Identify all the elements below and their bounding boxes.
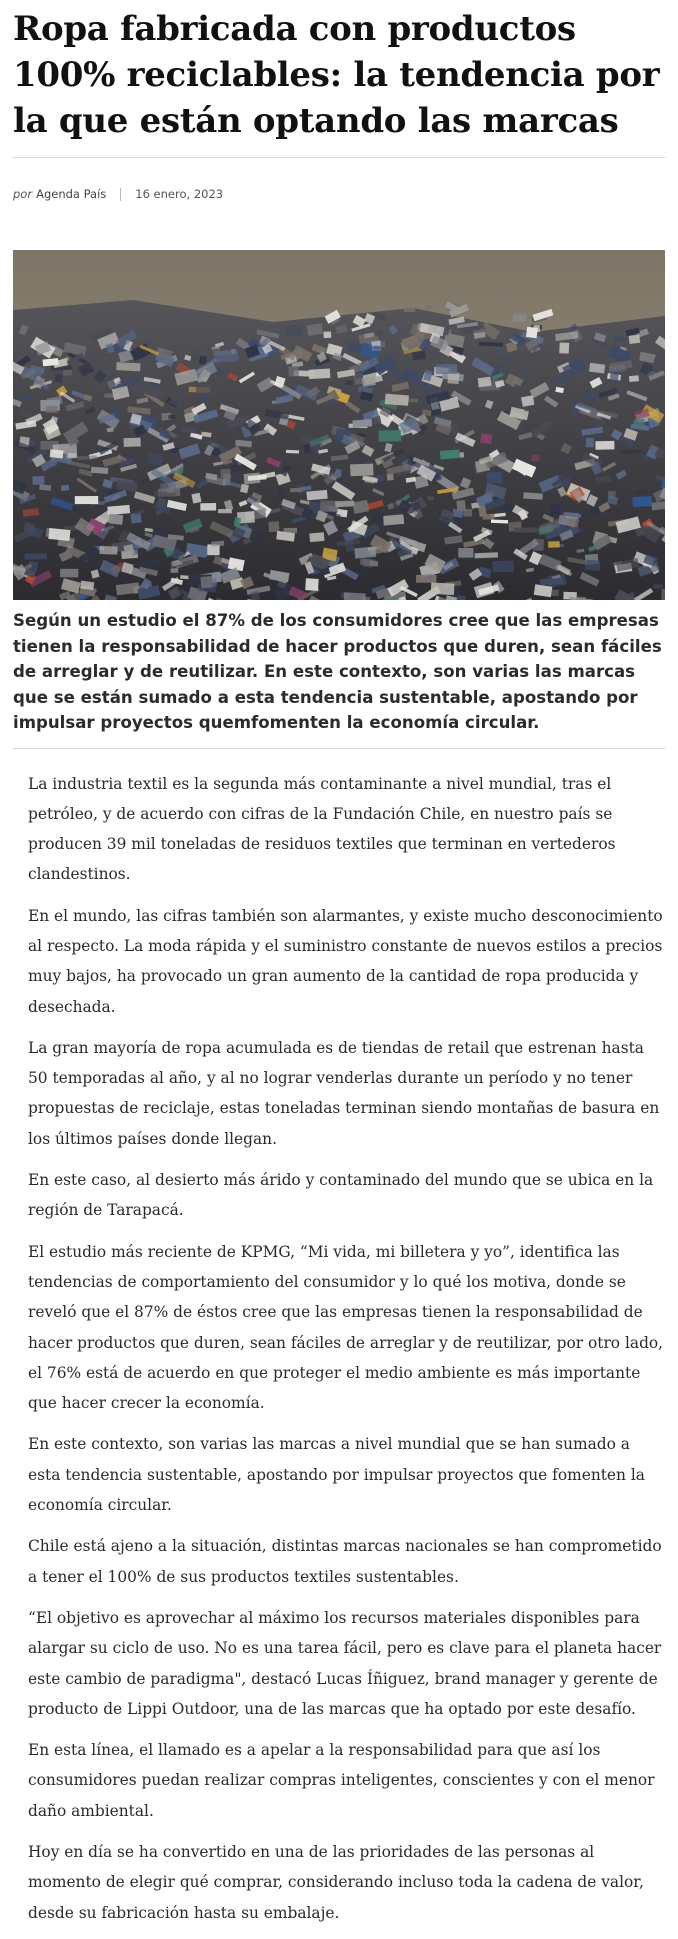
article-lead: Según un estudio el 87% de los consumidores cree que las empresas tienen la responsabilidad de hacer productos que duren, sean fáciles de arreglar y de reutilizar. En este contexto, son varias las marcas que se están sumado a esta tendencia sustentable, apostando por impulsar proyectos quemfomenten la economía circular. <box>13 611 662 732</box>
meta-separator <box>120 188 121 201</box>
article-meta <box>13 184 665 204</box>
byline-prefix: por <box>13 187 33 201</box>
body-paragraph: La gran mayoría de ropa acumulada es de tiendas de retail que estrenan hasta 50 temporadas al año, y al no lograr venderlas durante un período y no tener propuestas de reciclaje, estas toneladas terminan siendo montañas de basura en los últimos países donde llegan. <box>28 1038 660 1148</box>
body-paragraph: “El objetivo es aprovechar al máximo los recursos materiales disponibles para alargar su ciclo de uso. No es una tarea fácil, pero es clave para el planeta hacer este cambio de paradigma", destacó Lucas Íñiguez, brand manager y gerente de producto de Lippi Outdoor, una de las marcas que ha optado por este desafío. <box>28 1608 662 1718</box>
hero-image <box>13 250 665 600</box>
title-divider <box>13 157 665 158</box>
body-paragraph: En este caso, al desierto más árido y contaminado del mundo que se ubica en la región de Tarapacá. <box>28 1171 654 1220</box>
publish-date: 16 enero, 2023 <box>135 187 224 201</box>
body-paragraph: El estudio más reciente de KPMG, “Mi vida, mi billetera y yo”, identifica las tendencias de comportamiento del consumidor y lo qué los motiva, donde se reveló que el 87% de éstos cree que las empresas tienen la responsabilidad de hacer productos que duren, sean fáciles de arreglar y de reutilizar, por otro lado, el 76% está de acuerdo en que proteger el medio ambiente es más importante que hacer crecer la economía. <box>28 1242 664 1413</box>
article <box>13 0 665 1939</box>
body-paragraph: En este contexto, son varias las marcas a nivel mundial que se han sumado a esta tendencia sustentable, apostando por impulsar proyectos que fomenten la economía circular. <box>28 1435 645 1515</box>
article-title: Ropa fabricada con productos 100% reciclables: la tendencia por la que están optando las marcas <box>13 9 660 141</box>
article-body <box>13 769 665 1928</box>
body-paragraph: La industria textil es la segunda más contaminante a nivel mundial, tras el petróleo, y de acuerdo con cifras de la Fundación Chile, en nuestro país se producen 39 mil toneladas de residuos textiles que terminan en vertederos clandestinos. <box>28 774 616 884</box>
body-paragraph: Chile está ajeno a la situación, distintas marcas nacionales se han comprometido a tener el 100% de sus productos textiles sustentables. <box>28 1537 662 1586</box>
body-paragraph: Hoy en día se ha convertido en una de las prioridades de las personas al momento de elegir qué comprar, considerando incluso toda la cadena de valor, desde su fabricación hasta su embalaje. <box>28 1843 644 1922</box>
author-link[interactable]: Agenda País <box>36 187 107 201</box>
body-paragraph: En esta línea, el llamado es a apelar a la responsabilidad para que así los consumidores puedan realizar compras inteligentes, conscientes y con el menor daño ambiental. <box>28 1741 655 1820</box>
lead-divider <box>13 748 665 749</box>
body-paragraph: En el mundo, las cifras también son alarmantes, y existe mucho desconocimiento al respecto. La moda rápida y el suministro constante de nuevos estilos a precios muy bajos, ha provocado un gran aumento de la cantidad de ropa producida y desechada. <box>28 906 663 1016</box>
